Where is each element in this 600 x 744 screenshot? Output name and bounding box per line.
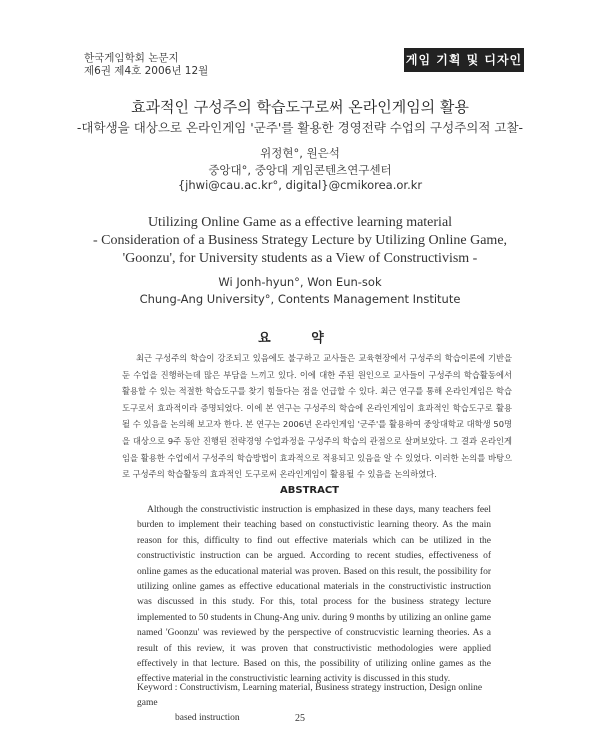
korean-abstract-body: 최근 구성주의 학습이 강조되고 있음에도 불구하고 교사들은 교육현장에서 구성주의 학습이론에 기반을 둔 수업을 진행하는데 많은 부담을 느끼고 있다. 이에 대한 주된 원인으로 교사들이 구성주의 학습활동에서 활용할 수 있는 적절한 학습도구를 찾기 힘들다는 점을 언급할 수 있다. 최근 연구를 통해 온라인게임은 학습도구로서 효과적이라 증명되었다. 이에 본 연구는 구성주의 학습에 온라인게임이 효과적인 학습도구로 활용될 수 있음을 논의해 보고자 한다. 본 연구는 2006년 온라인게임 '군주'를 활용하여 중앙대학교 대학생 50명을 대상으로 9주 동안 진행된 전략경영 수업과정을 구성주의 학습의 관점으로 살펴보았다. 그 결과 온라인게임을 활용한 수업에서 구성주의 학습방법이 효과적으로 적용되고 있음을 알 수 있었다. 이러한 논의를 바탕으로 구성주의 학습활동의 효과적인 도구로써 온라인게임이 활용될 수 있음을 논의하였다.	[122, 353, 512, 480]
journal-name: 한국게임학회 논문지	[84, 52, 179, 64]
english-abstract-heading: ABSTRACT	[280, 485, 339, 496]
journal-issue: 제6권 제4호 2006년 12월	[84, 65, 209, 77]
english-title-line2: - Consideration of a Business Strategy Lecture by Utilizing Online Game,	[92, 233, 508, 248]
english-title-line1: Utilizing Online Game as a effective learning material	[147, 215, 453, 230]
author-emails: {jhwi@cau.ac.kr°, digital}@cmikorea.or.kr	[177, 178, 423, 192]
korean-abstract-heading: 요 약	[258, 331, 342, 346]
korean-subtitle: -대학생을 대상으로 온라인게임 '군주'를 활용한 경영전략 수업의 구성주의적 고찰-	[76, 120, 524, 135]
section-badge: 게임 기획 및 디자인	[404, 48, 524, 72]
korean-affiliation: 중앙대°, 중앙대 게임콘텐츠연구센터	[208, 163, 392, 177]
english-title	[0, 214, 600, 268]
journal-info	[84, 52, 208, 78]
english-affiliation: Chung-Ang University°, Contents Management Institute	[139, 292, 461, 306]
english-abstract-body: Although the constructivistic instruction is emphasized in these days, many teachers feel burden to implement their teaching based on constuctivistic learning theory. As the main reason for this, difficulty to find out effective materials which can be utilized in the constructivistic instruction can be argued. According to recent studies, effectiveness of online games as the educational material was proven. Based on this result, the possibility for utilizing online games as effective educational materials in the constructivistic instruction was discussed in this study. For this, total process for the business strategy lecture implemented to 50 students in Chung-Ang univ. during 9 months by utilizing an online game named 'Goonzu' was reviewed by the perspective of construcvistic learning theories. As a result of this review, it was proven that constructivistic methodologies were applied effectively in that lecture. Based on this, the possibility of utilizing online games as the effective material in the constructivistic learning activity is discussed in this study.	[137, 505, 491, 685]
korean-authors: 위정현°, 원은석	[260, 146, 340, 160]
keyword-terms-continued: based instruction	[175, 713, 240, 723]
english-title-line3: 'Goonzu', for University students as a View of Constructivism -	[122, 251, 478, 266]
page-number: 25	[295, 713, 305, 724]
keyword-label: Keyword :	[137, 683, 178, 693]
keyword-terms: Constructivism, Learning material, Business strategy instruction, Design online game	[137, 683, 483, 708]
english-authors: Wi Jonh-hyun°, Won Eun-sok	[218, 275, 382, 289]
korean-title: 효과적인 구성주의 학습도구로써 온라인게임의 활용	[131, 98, 469, 116]
